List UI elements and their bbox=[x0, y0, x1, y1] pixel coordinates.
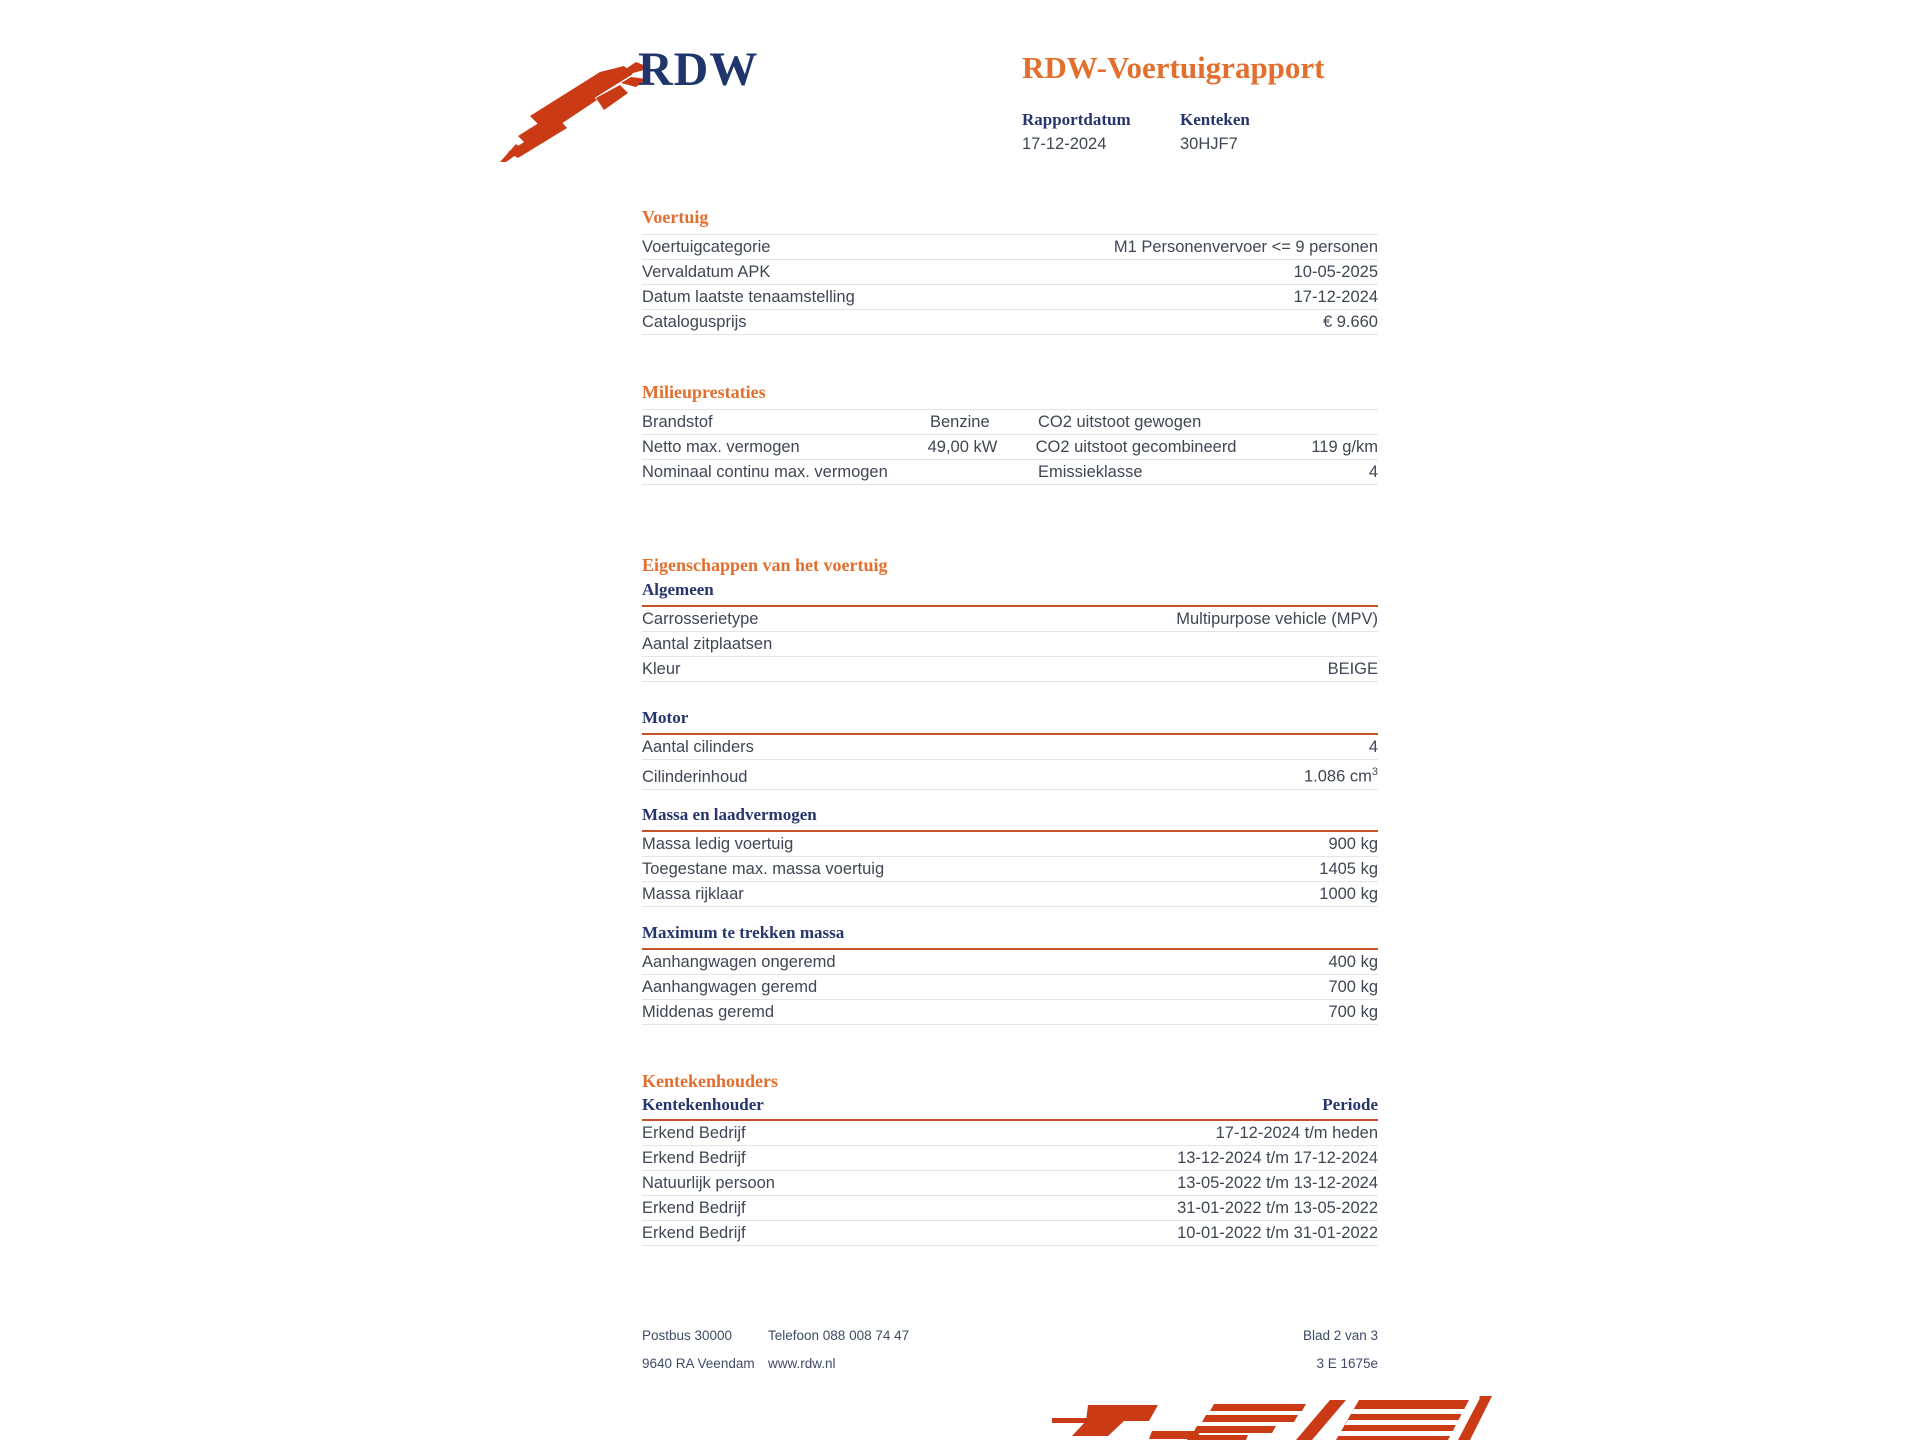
section-milieuprestaties bbox=[642, 382, 1378, 485]
row-value: Benzine bbox=[930, 413, 990, 431]
table-row bbox=[642, 285, 1378, 310]
row-value: 4 bbox=[1368, 463, 1378, 481]
footer-website: www.rdw.nl bbox=[768, 1356, 836, 1371]
row-value: 13-05-2022 t/m 13-12-2024 bbox=[1177, 1173, 1378, 1192]
footer-address-line1: Postbus 30000 bbox=[642, 1328, 733, 1343]
decorative-stripes-graphic bbox=[1052, 1394, 1492, 1440]
footer-address-line2: 9640 RA Veendam bbox=[642, 1356, 755, 1371]
row-value: 17-12-2024 t/m heden bbox=[1215, 1123, 1378, 1142]
section-title: Eigenschappen van het voertuig bbox=[642, 555, 888, 575]
section-eigenschappen bbox=[642, 555, 1378, 1025]
row-value: M1 Personenvervoer <= 9 personen bbox=[1113, 238, 1378, 256]
table-row bbox=[642, 1221, 1378, 1246]
row-label: CO2 uitstoot gecombineerd bbox=[1035, 438, 1237, 456]
column-header-period: Periode bbox=[1322, 1094, 1378, 1114]
row-label: Aanhangwagen ongeremd bbox=[642, 952, 836, 971]
row-label: Catalogusprijs bbox=[642, 313, 747, 331]
rdw-eagle-icon bbox=[500, 58, 652, 162]
footer-phone: Telefoon 088 008 74 47 bbox=[768, 1328, 910, 1343]
row-label: Erkend Bedrijf bbox=[642, 1198, 746, 1217]
section-kentekenhouders bbox=[642, 1071, 1378, 1246]
subsection-trekken bbox=[642, 923, 1378, 1025]
table-row bbox=[642, 735, 1378, 760]
footer-page-number: Blad 2 van 3 bbox=[1302, 1328, 1378, 1343]
table-row bbox=[642, 1171, 1378, 1196]
table-row bbox=[642, 435, 1378, 460]
row-value: 4 bbox=[1368, 738, 1378, 756]
row-label: Vervaldatum APK bbox=[642, 263, 771, 281]
row-label: Netto max. vermogen bbox=[642, 438, 800, 456]
row-label: Massa rijklaar bbox=[642, 884, 744, 903]
section-title: Milieuprestaties bbox=[642, 382, 1378, 410]
table-row bbox=[642, 460, 1378, 485]
row-value: 10-05-2025 bbox=[1293, 263, 1378, 281]
column-header-holder: Kentekenhouder bbox=[642, 1094, 764, 1114]
subsection-title: Massa en laadvermogen bbox=[642, 805, 1378, 832]
row-value: 700 kg bbox=[1328, 1002, 1378, 1021]
table-row bbox=[642, 760, 1378, 790]
row-label: Aanhangwagen geremd bbox=[642, 977, 818, 996]
row-value: 700 kg bbox=[1328, 977, 1378, 996]
table-row bbox=[642, 410, 1378, 435]
row-label: Massa ledig voertuig bbox=[642, 834, 794, 853]
table-row bbox=[642, 950, 1378, 975]
row-label: Brandstof bbox=[642, 413, 713, 431]
subsection-title: Motor bbox=[642, 708, 1378, 735]
row-value: 119 g/km bbox=[1311, 438, 1378, 456]
row-label: Aantal zitplaatsen bbox=[642, 635, 773, 653]
subsection-massa bbox=[642, 805, 1378, 907]
row-value: 1.086 $cm^3$ bbox=[1304, 766, 1378, 786]
table-row bbox=[642, 310, 1378, 335]
table-row bbox=[642, 657, 1378, 682]
footer-doc-code: 3 E 1675e bbox=[1316, 1356, 1378, 1371]
logo-wordmark: RDW bbox=[638, 43, 759, 96]
license-plate-label: Kenteken bbox=[1180, 110, 1250, 129]
row-value: 49,00 kW bbox=[927, 438, 998, 456]
license-plate-value: 30HJF7 bbox=[1180, 135, 1238, 153]
row-label: Cilinderinhoud bbox=[642, 767, 748, 786]
table-row bbox=[642, 857, 1378, 882]
row-value: 17-12-2024 bbox=[1293, 288, 1378, 306]
row-value: € 9.660 bbox=[1322, 313, 1378, 331]
row-label: Erkend Bedrijf bbox=[642, 1123, 746, 1142]
row-value: 31-01-2022 t/m 13-05-2022 bbox=[1177, 1198, 1378, 1217]
table-row bbox=[642, 260, 1378, 285]
table-row bbox=[642, 235, 1378, 260]
table-row bbox=[642, 632, 1378, 657]
row-label: Erkend Bedrijf bbox=[642, 1223, 746, 1242]
row-label: Nominaal continu max. vermogen bbox=[642, 463, 888, 481]
row-value: Multipurpose vehicle (MPV) bbox=[1176, 610, 1378, 628]
page-title: RDW-Voertuigrapport bbox=[1022, 50, 1325, 85]
report-date-label: Rapportdatum bbox=[1022, 110, 1131, 129]
row-value: 400 kg bbox=[1328, 952, 1378, 971]
row-label: Kleur bbox=[642, 660, 681, 678]
row-label: Middenas geremd bbox=[642, 1002, 775, 1021]
row-value: 900 kg bbox=[1328, 834, 1378, 853]
table-row bbox=[642, 1196, 1378, 1221]
report-date-value: 17-12-2024 bbox=[1022, 135, 1107, 153]
row-value: 1000 kg bbox=[1319, 884, 1378, 903]
row-value: BEIGE bbox=[1327, 660, 1378, 678]
row-label: CO2 uitstoot gewogen bbox=[1038, 413, 1202, 431]
row-value: 1405 kg bbox=[1319, 859, 1378, 878]
table-row bbox=[642, 882, 1378, 907]
section-title: Voertuig bbox=[642, 207, 1378, 235]
table-header-row bbox=[642, 1095, 1378, 1121]
subsection-title: Algemeen bbox=[642, 580, 1378, 607]
superscript: 3 bbox=[1371, 766, 1378, 778]
row-label: Emissieklasse bbox=[1038, 463, 1143, 481]
row-label: Carrosserietype bbox=[642, 610, 759, 628]
row-value: 10-01-2022 t/m 31-01-2022 bbox=[1177, 1223, 1378, 1242]
row-label: Erkend Bedrijf bbox=[642, 1148, 746, 1167]
subsection-algemeen bbox=[642, 580, 1378, 682]
section-title: Kentekenhouders bbox=[642, 1070, 779, 1091]
table-row bbox=[642, 1146, 1378, 1171]
row-label: Voertuigcategorie bbox=[642, 238, 771, 256]
row-label: Aantal cilinders bbox=[642, 738, 754, 756]
table-row bbox=[642, 1121, 1378, 1146]
footer-row-2 bbox=[642, 1356, 1378, 1371]
row-label: Natuurlijk persoon bbox=[642, 1173, 775, 1192]
subsection-motor bbox=[642, 708, 1378, 790]
table-row bbox=[642, 975, 1378, 1000]
subsection-title: Maximum te trekken massa bbox=[642, 923, 1378, 950]
table-row bbox=[642, 832, 1378, 857]
report-body bbox=[642, 207, 1378, 1246]
row-value: 13-12-2024 t/m 17-12-2024 bbox=[1177, 1148, 1378, 1167]
footer-row-1 bbox=[642, 1328, 1378, 1343]
table-row bbox=[642, 607, 1378, 632]
section-voertuig bbox=[642, 207, 1378, 335]
row-label: Toegestane max. massa voertuig bbox=[642, 859, 885, 878]
table-row bbox=[642, 1000, 1378, 1025]
row-label: Datum laatste tenaamstelling bbox=[642, 288, 855, 306]
